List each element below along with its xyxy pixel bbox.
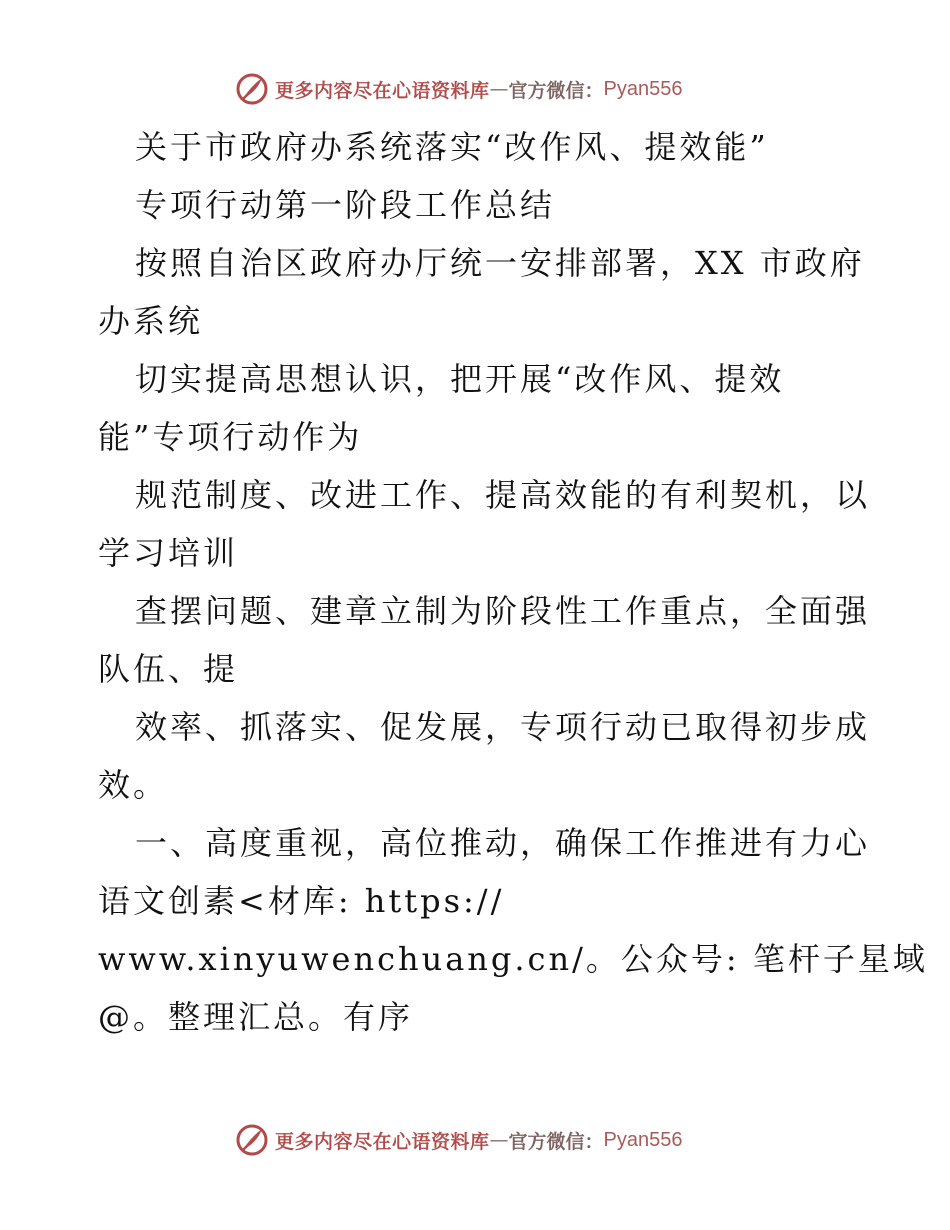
paragraph-line: 能”专项行动作为 — [98, 418, 363, 456]
paragraph-line: 语文创素<材库: https:// — [98, 882, 505, 920]
paragraph-line: 查摆问题、建章立制为阶段性工作重点，全面强 — [135, 592, 871, 630]
paragraph-line: www.xinyuwenchuang.cn/。公众号: 笔杆子星域 — [98, 940, 928, 978]
document-title-line-1: 关于市政府办系统落实“改作风、提效能” — [135, 128, 769, 166]
quill-logo-icon — [235, 1123, 269, 1157]
header-watermark — [235, 72, 683, 106]
footer-watermark — [235, 1123, 683, 1157]
watermark-wechat-id: Pyan556 — [603, 77, 683, 100]
paragraph-line: 切实提高思想认识，把开展“改作风、提效 — [135, 360, 785, 398]
paragraph-line: 效。 — [98, 766, 169, 804]
paragraph-line: 办系统 — [98, 302, 204, 340]
watermark-site-text: 更多内容尽在心语资料库 — [275, 79, 490, 102]
quill-logo-icon — [235, 72, 269, 106]
watermark-site-text: 更多内容尽在心语资料库 — [275, 1130, 490, 1153]
paragraph-line: 效率、抓落实、促发展，专项行动已取得初步成 — [135, 708, 871, 746]
paragraph-line: 学习培训 — [98, 534, 239, 572]
paragraph-line: 按照自治区政府办厅统一安排部署，XX 市政府 — [135, 244, 865, 282]
watermark-wechat-label: 官方微信： — [508, 79, 604, 102]
paragraph-line: @。整理汇总。有序 — [98, 998, 414, 1036]
paragraph-line: 队伍、提 — [98, 650, 239, 688]
section-heading-line: 一、高度重视，高位推动，确保工作推进有力心 — [135, 824, 871, 862]
watermark-wechat-id: Pyan556 — [603, 1128, 683, 1151]
document-title-line-2: 专项行动第一阶段工作总结 — [135, 186, 556, 224]
watermark-wechat-label: 官方微信： — [508, 1130, 604, 1153]
paragraph-line: 规范制度、改进工作、提高效能的有利契机，以 — [135, 476, 871, 514]
watermark-dash: — — [489, 1129, 509, 1151]
document-body — [98, 118, 928, 1046]
watermark-dash: — — [489, 78, 509, 100]
